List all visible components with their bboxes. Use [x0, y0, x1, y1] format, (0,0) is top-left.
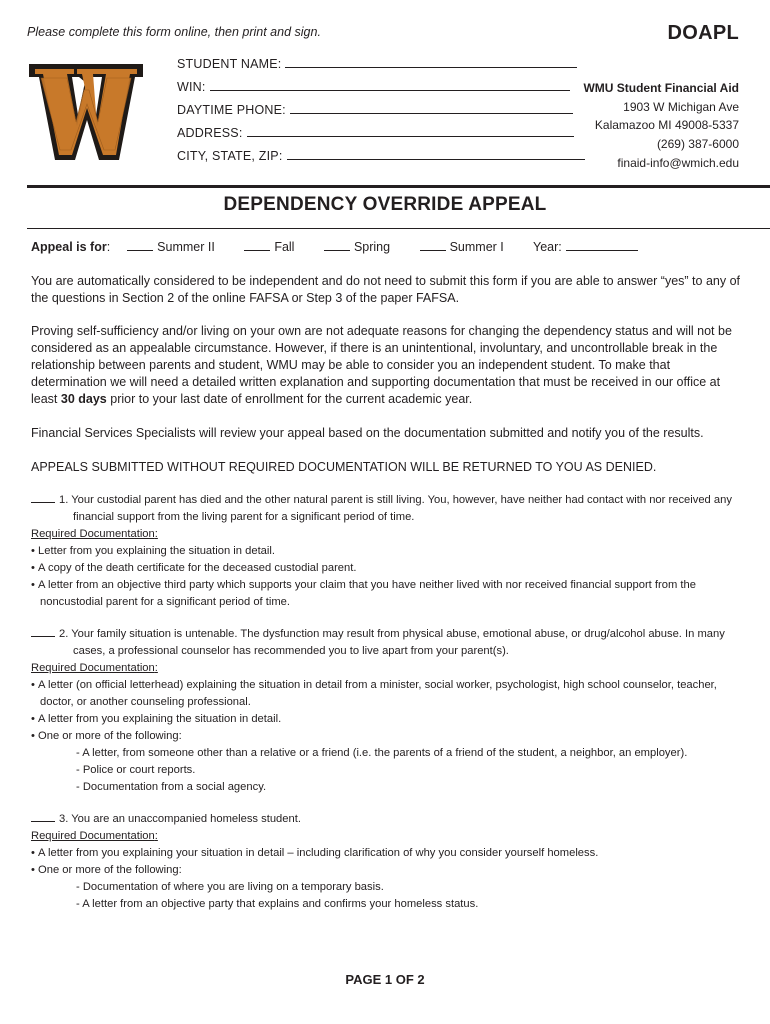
list-item-text: A letter from you explaining your situation in detail – including clarification of why you consider yourself homeless. [38, 847, 599, 859]
item-2-required-label-text: Required Documentation [31, 662, 155, 674]
list-item-text: A letter from an objective third party which supports your claim that you have neither lived with nor received financial support from the noncustodial parent for a significant period of time. [38, 579, 696, 608]
student-name-label: STUDENT NAME: [177, 57, 282, 71]
item-2-required-label: Required Documentation: [31, 662, 158, 674]
term-summer-ii: Summer II [157, 240, 215, 254]
list-item-text: One or more of the following: [38, 730, 182, 742]
spring-checkbox[interactable] [324, 240, 350, 251]
item-3-checkbox[interactable] [31, 812, 55, 822]
fall-checkbox[interactable] [244, 240, 270, 251]
year-label: Year: [533, 240, 562, 254]
title-bottom-rule [27, 228, 770, 229]
address-label: ADDRESS: [177, 126, 243, 140]
contact-org: WMU Student Financial Aid [583, 81, 739, 95]
contact-phone: (269) 387-6000 [656, 137, 739, 152]
wmu-logo-icon [27, 60, 145, 164]
list-item: • One or more of the following: [31, 864, 182, 876]
list-item: • A letter (on official letterhead) explaining the situation in detail from a minister, social worker, psychologist, high school counselor, teacher, doctor, or another counseling professional. [31, 679, 717, 708]
paragraph-self-sufficiency [31, 323, 743, 408]
page-number: PAGE 1 OF 2 [345, 972, 425, 987]
page-title: DEPENDENCY OVERRIDE APPEAL [223, 194, 547, 215]
summer-i-checkbox[interactable] [420, 240, 446, 251]
title-top-rule [27, 185, 770, 188]
appeal-label: Appeal is for [31, 240, 107, 254]
contact-street: 1903 W Michigan Ave [623, 99, 739, 114]
list-item-text: Letter from you explaining the situation in detail. [38, 545, 275, 557]
sub-list-item: - A letter from an objective party that explains and confirms your homeless status. [76, 898, 479, 910]
appeal-item-1 [31, 492, 743, 611]
item-3-required-label: Required Documentation: [31, 830, 158, 842]
item-2-checkbox[interactable] [31, 627, 55, 637]
denial-warning: APPEALS SUBMITTED WITHOUT REQUIRED DOCUMENTATION WILL BE RETURNED TO YOU AS DENIED. [31, 460, 657, 474]
daytime-phone-field[interactable] [177, 103, 573, 117]
sub-list-item: - Documentation of where you are living on a temporary basis. [76, 881, 384, 893]
address-field[interactable] [177, 126, 574, 140]
item-3-required-label-text: Required Documentation [31, 830, 155, 842]
item-3-text: 3. You are an unaccompanied homeless student. [59, 813, 301, 825]
student-name-line[interactable] [285, 57, 577, 68]
contact-email: finaid-info@wmich.edu [617, 155, 739, 170]
list-item: • A letter from you explaining your situation in detail – including clarification of why you consider yourself homeless. [31, 847, 599, 859]
contact-block [519, 79, 739, 173]
student-name-field[interactable] [177, 57, 577, 71]
list-item: • A letter from an objective third party which supports your claim that you have neither lived with nor received financial support from the noncustodial parent for a significant period of time. [31, 579, 696, 608]
appeal-label-colon: : [106, 240, 111, 254]
list-item-text: A copy of the death certificate for the deceased custodial parent. [38, 562, 357, 574]
list-item-text: A letter from you explaining the situation in detail. [38, 713, 282, 725]
paragraph-self-sufficiency-text: Proving self-sufficiency and/or living on your own are not adequate reasons for changing the dependency status and will not be considered as an appealable circumstance. However, if there is an unintentional, involuntary, and uncontrollable break in the relationship between parents and student, WMU may be able to consider you an independent student. To make that determination we will need a detailed written explanation and supporting documentation that must be received in our office at least [31, 324, 732, 406]
item-2-text: 2. Your family situation is untenable. The dysfunction may result from physical abuse, emotional abuse, or drug/alcohol abuse. In many cases, a professional counselor has recommended you to live apart from your parent(s). [59, 628, 725, 657]
paragraph-independent: You are automatically considered to be independent and do not need to submit this form if you are able to answer “yes” to any of the questions in Section 2 of the online FAFSA or Step 3 of the paper FAFSA. [31, 274, 740, 305]
deadline-days: 30 days [60, 392, 107, 406]
sub-list-item: - A letter, from someone other than a relative or a friend (i.e. the parents of a friend of the student, a neighbor, an employer). [76, 747, 688, 759]
list-item: • A copy of the death certificate for the deceased custodial parent. [31, 562, 357, 574]
term-summer-i: Summer I [449, 240, 504, 254]
sub-list-item: - Police or court reports. [76, 764, 196, 776]
city-state-zip-label: CITY, STATE, ZIP: [177, 149, 283, 163]
list-item: • Letter from you explaining the situation in detail. [31, 545, 275, 557]
form-code: DOAPL [667, 22, 739, 44]
appeal-term-row [31, 240, 638, 254]
list-item: • One or more of the following: [31, 730, 182, 742]
sub-list-item: - Documentation from a social agency. [76, 781, 267, 793]
term-spring: Spring [353, 240, 391, 254]
paragraph-review: Financial Services Specialists will review your appeal based on the documentation submitted and notify you of the results. [31, 426, 704, 440]
win-label: WIN: [177, 80, 206, 94]
paragraph-self-sufficiency-end: prior to your last date of enrollment for the current academic year. [106, 392, 473, 406]
list-item: • A letter from you explaining the situation in detail. [31, 713, 282, 725]
item-1-checkbox[interactable] [31, 493, 55, 503]
item-1-text: 1. Your custodial parent has died and the other natural parent is still living. You, however, have neither had contact with nor received any financial support from the living parent for a significant period of time. [59, 494, 732, 523]
contact-city: Kalamazoo MI 49008-5337 [594, 118, 739, 133]
form-instruction: Please complete this form online, then print and sign. [27, 25, 321, 39]
term-fall: Fall [274, 240, 295, 254]
list-item-text: A letter (on official letterhead) explaining the situation in detail from a minister, social worker, psychologist, high school counselor, teacher, doctor, or another counseling professional. [38, 679, 717, 708]
year-input[interactable] [566, 240, 638, 251]
summer-ii-checkbox[interactable] [127, 240, 153, 251]
daytime-phone-label: DAYTIME PHONE: [177, 103, 286, 117]
appeal-item-2 [31, 626, 743, 796]
appeal-item-3 [31, 811, 743, 913]
win-line[interactable] [210, 80, 570, 91]
win-field[interactable] [177, 80, 570, 94]
item-1-required-label: Required Documentation: [31, 528, 158, 540]
item-1-required-label-text: Required Documentation [31, 528, 155, 540]
list-item-text: One or more of the following: [38, 864, 182, 876]
